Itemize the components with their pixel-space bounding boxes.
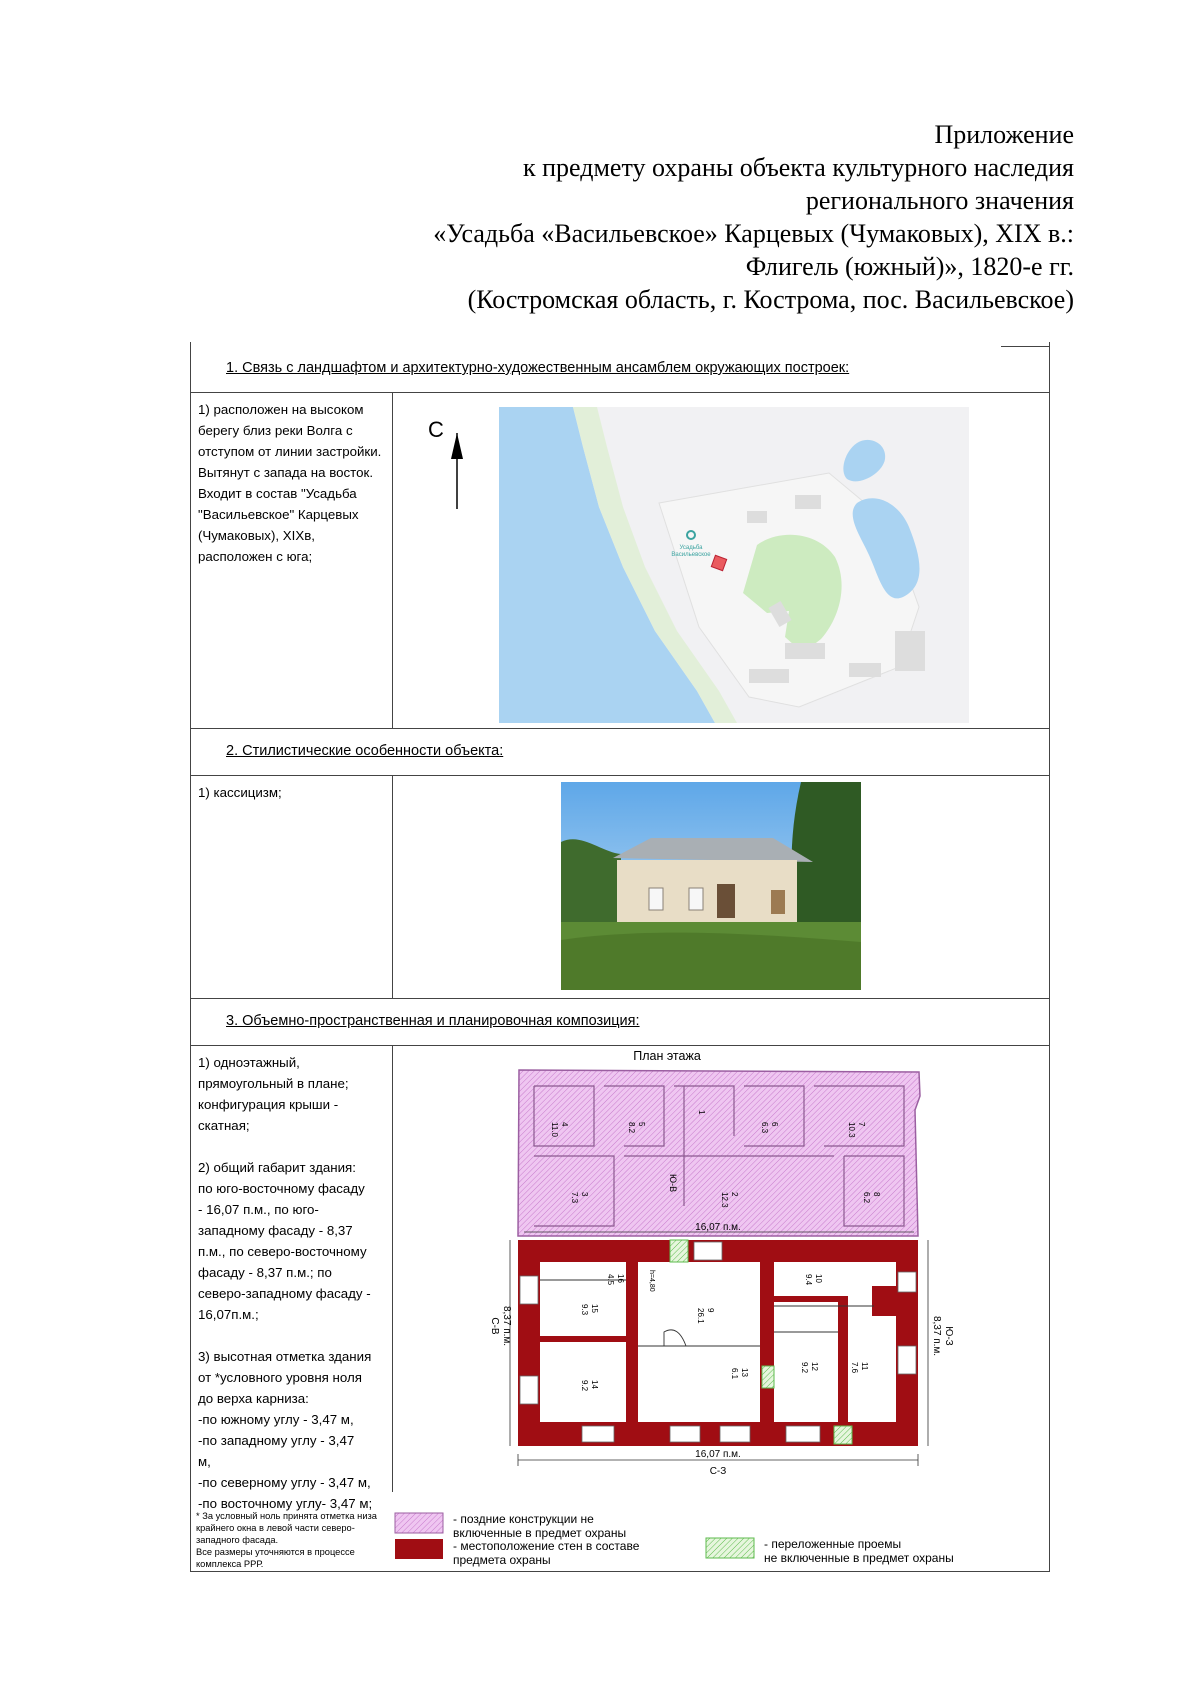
svg-text:14: 14	[590, 1380, 599, 1389]
header-line-1: Приложение	[934, 120, 1074, 149]
svg-text:7: 7	[857, 1122, 866, 1127]
svg-text:10.3: 10.3	[847, 1122, 856, 1138]
section-1-title	[191, 346, 1049, 393]
svg-text:13: 13	[740, 1368, 749, 1377]
legend-late: - поздние конструкции не включенные в предмет охраны	[453, 1512, 627, 1540]
svg-text:9: 9	[706, 1308, 715, 1313]
svg-text:1: 1	[697, 1110, 706, 1115]
section-2-description: 1) кассицизм;	[191, 776, 393, 998]
north-arrow-icon	[424, 411, 484, 511]
svg-text:9.2: 9.2	[580, 1380, 589, 1392]
header-line-4: «Усадьба «Васильевское» Карцевых (Чумаковых), XIX в.:	[433, 219, 1074, 248]
north-label: С	[428, 417, 444, 442]
svg-text:4.5: 4.5	[606, 1274, 615, 1286]
legend-walls: - местоположение стен в составе предмета охраны	[453, 1539, 640, 1567]
frame-tick	[1049, 342, 1050, 348]
plan-title: План этажа	[633, 1049, 701, 1063]
section-2-figure	[394, 776, 1049, 998]
legend-swatch-openings	[705, 1537, 757, 1561]
svg-text:6: 6	[770, 1122, 779, 1127]
header-line-2: к предмету охраны объекта культурного наследия	[522, 153, 1074, 182]
svg-text:6.3: 6.3	[760, 1122, 769, 1134]
svg-text:15: 15	[590, 1304, 599, 1313]
svg-text:2: 2	[730, 1192, 739, 1197]
section-1-figure	[394, 393, 1049, 728]
svg-text:6.1: 6.1	[730, 1368, 739, 1380]
svg-text:9.2: 9.2	[800, 1362, 809, 1374]
section-1-description: 1) расположен на высоком берегу близ реки Волга с отступом от линии застройки. Вытянут с запада на восток. Входит в состав "Усадьба "Васильевское" Карцевых (Чумаковых), XIXв, расположен с юга;	[191, 393, 393, 728]
section-3-row	[191, 1046, 1049, 1572]
footnote: * За условный ноль принята отметка низа крайнего окна в левой части северо-западного фасада. Все размеры уточняются в процессе комплекса РРР.	[196, 1511, 377, 1569]
section-3-title	[191, 999, 1049, 1046]
svg-text:6.2: 6.2	[862, 1192, 871, 1204]
section-1-row	[191, 393, 1049, 729]
svg-text:7.3: 7.3	[570, 1192, 579, 1204]
header-line-3: регионального значения	[805, 186, 1074, 215]
section-2-title-text: 2. Стилистические особенности объекта:	[226, 743, 504, 759]
floor-plan-area	[394, 1046, 1049, 1572]
section-3-description: 1) одноэтажный, прямоугольный в плане; конфигурация крыши - скатная; 2) общий габарит здания: по юго-восточному фасаду - 16,07 п.м., по юго- западному фасаду - 8,37 п.м., по северо-восточному фасаду - 8,37 п.м.; по северо-западному фасаду - 16,07п.м.; 3) высотная отметка здания от *условного уровня ноля до верха карниза: -по южному углу - 3,47 м, -по западному углу - 3,47 м, -по северному углу - 3,47 м, -по восточному углу- 3,47 м;	[191, 1046, 393, 1492]
section-2-title	[191, 729, 1049, 776]
building-photo	[561, 782, 861, 990]
svg-text:16: 16	[616, 1274, 625, 1283]
dim-top: 16,07 п.м.	[695, 1222, 741, 1233]
svg-text:9.3: 9.3	[580, 1304, 589, 1316]
dim-bottom: 16,07 п.м.	[695, 1449, 741, 1460]
section-1-title-text: 1. Связь с ландшафтом и архитектурно-художественным ансамблем окружающих построек:	[226, 360, 850, 376]
svg-text:11: 11	[860, 1362, 869, 1371]
svg-text:4: 4	[560, 1122, 569, 1127]
location-map	[499, 407, 969, 723]
svg-text:5: 5	[637, 1122, 646, 1127]
dim-right: 8,37 п.м.	[931, 1315, 942, 1357]
height-mark: h=4,80	[648, 1270, 655, 1292]
svg-text:12: 12	[810, 1362, 819, 1371]
svg-text:26.1: 26.1	[696, 1308, 705, 1324]
dim-left: 8,37 п.м.	[501, 1305, 512, 1347]
svg-text:8.2: 8.2	[627, 1122, 636, 1134]
protection-table	[190, 346, 1050, 1572]
side-label-left: С-В	[489, 1317, 500, 1335]
svg-text:Усадьба: Усадьба	[679, 545, 703, 551]
svg-text:11.0: 11.0	[550, 1122, 559, 1137]
svg-text:12.3: 12.3	[720, 1192, 729, 1208]
svg-text:3: 3	[580, 1192, 589, 1197]
svg-text:10: 10	[814, 1274, 823, 1283]
section-2-row	[191, 776, 1049, 999]
svg-text:7.6: 7.6	[850, 1362, 859, 1374]
header-line-6: (Костромская область, г. Кострома, пос. Васильевское)	[467, 285, 1074, 314]
svg-text:Васильевское: Васильевское	[671, 552, 711, 558]
appendix-header	[433, 118, 1074, 316]
legend-openings: - переложенные проемы не включенные в предмет охраны	[764, 1537, 954, 1565]
svg-text:8: 8	[872, 1192, 881, 1197]
svg-text:9.4: 9.4	[804, 1274, 813, 1286]
side-label-right: Ю-З	[943, 1326, 954, 1346]
side-label-top: Ю-В	[668, 1174, 678, 1193]
legend-swatches-1	[394, 1512, 446, 1562]
section-3-title-text: 3. Объемно-пространственная и планировочная композиция:	[226, 1013, 640, 1029]
floor-plan	[474, 1046, 974, 1494]
header-line-5: Флигель (южный)», 1820-е гг.	[745, 252, 1074, 281]
side-label-bottom: С-З	[709, 1466, 727, 1477]
